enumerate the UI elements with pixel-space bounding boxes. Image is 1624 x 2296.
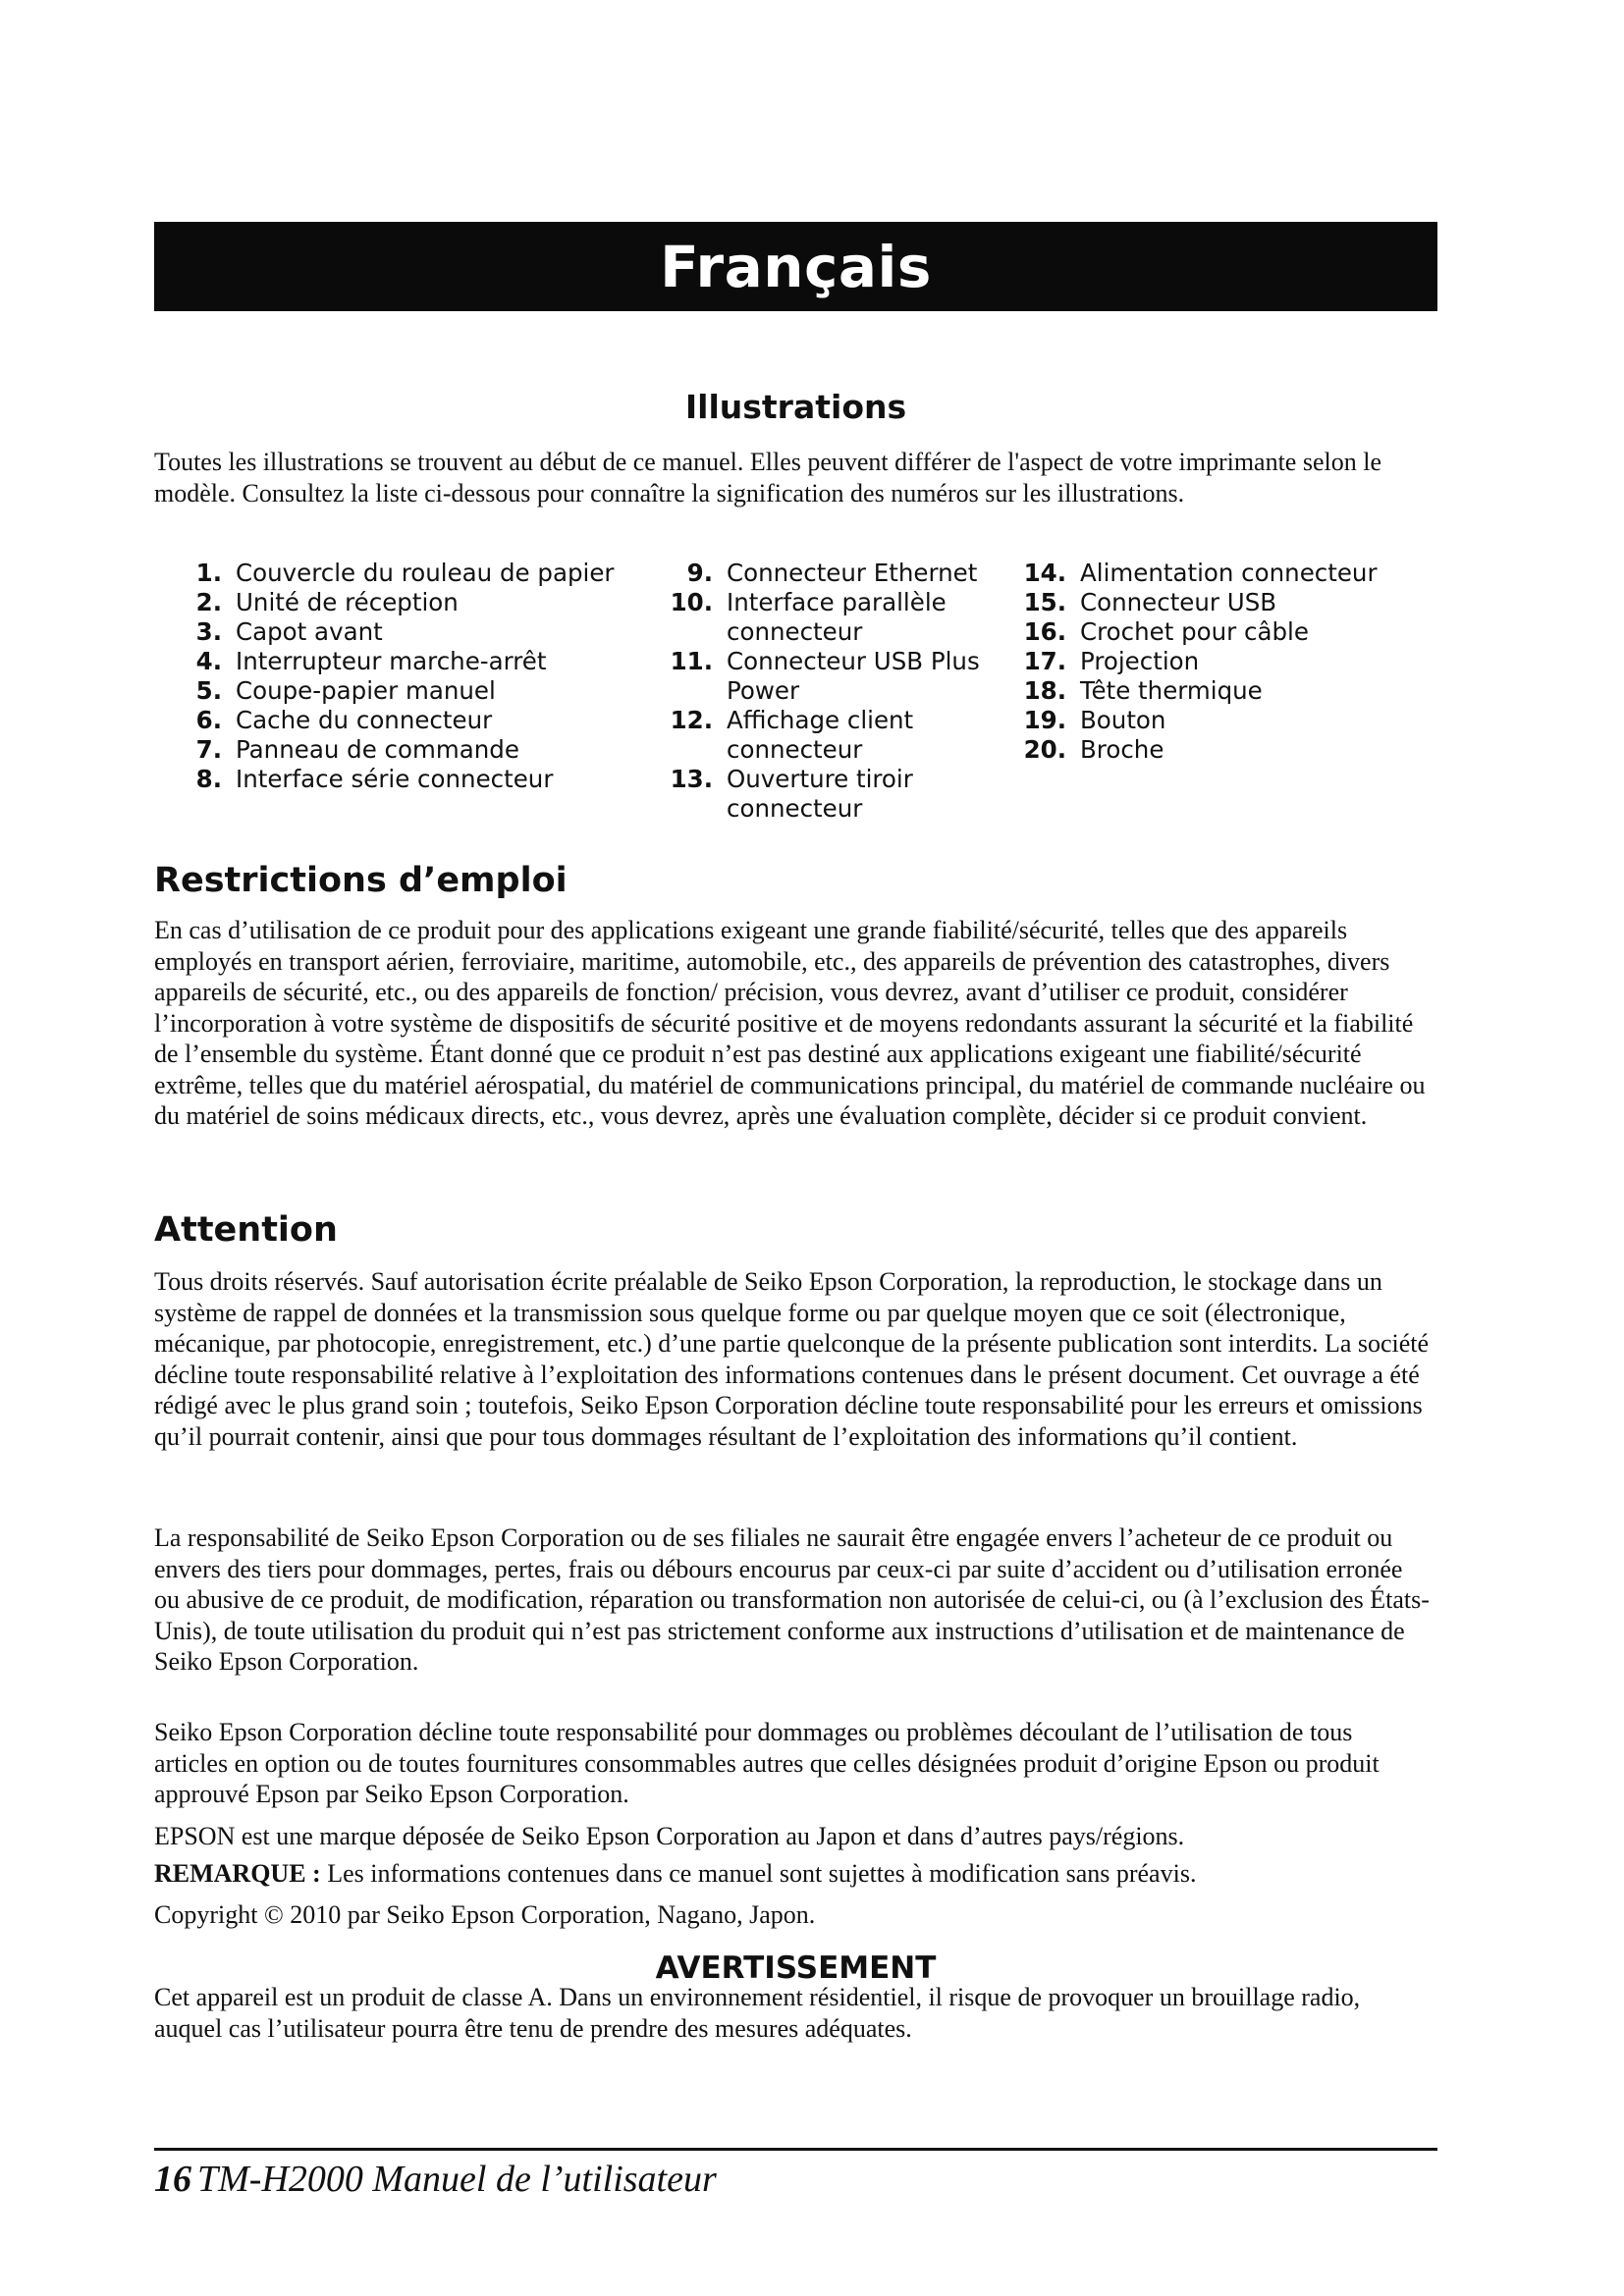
legend-number: 16. xyxy=(1023,617,1066,646)
legend-item xyxy=(658,706,992,765)
legend-item xyxy=(1011,559,1434,588)
legend-label: Cache du connecteur xyxy=(236,706,493,734)
legend-number: 13. xyxy=(670,765,713,793)
legend-item xyxy=(179,647,660,676)
legend-label: Connecteur USB Plus Power xyxy=(727,647,980,705)
legend-number: 1. xyxy=(195,559,222,587)
legend-number: 5. xyxy=(195,676,222,705)
page-footer xyxy=(154,2158,717,2201)
legend-label: Interface parallèle connecteur xyxy=(727,588,947,646)
legend-item xyxy=(179,676,660,706)
legend-label: Affichage client connecteur xyxy=(727,706,914,764)
warning-heading: AVERTISSEMENT xyxy=(655,1950,937,1986)
legend-number: 14. xyxy=(1023,559,1066,587)
attention-paragraph-1: Tous droits réservés. Sauf autorisation écrite préalable de Seiko Epson Corporation, la reproduction, le stockage dans un système de rappel de données et la transmission sous quelque forme ou par quelque moyen que ce soit (électronique, mécanique, par photocopie, enregistrement, etc.) d’une partie quelconque de la présente publication sont interdits. La société décline toute responsabilité relative à l’exploitation des informations contenues dans le présent document. Cet ouvrage a été rédigé avec le plus grand soin ; toutefois, Seiko Epson Corporation décline toute responsabilité pour les erreurs et omissions qu’il pourrait contenir, ainsi que pour tous dommages résultant de l’exploitation des informations qu’il contient. xyxy=(154,1267,1430,1451)
legend-number: 11. xyxy=(670,647,713,675)
legend-number: 7. xyxy=(195,735,222,764)
copyright-notice: Copyright © 2010 par Seiko Epson Corporation, Nagano, Japon. xyxy=(154,1900,816,1929)
page-number: 16 xyxy=(154,2159,191,2200)
legend-item xyxy=(179,706,660,735)
legend-item xyxy=(1011,647,1434,676)
language-banner xyxy=(154,222,1437,311)
attention-paragraph-3: Seiko Epson Corporation décline toute responsabilité pour dommages ou problèmes découlant de l’utilisation de tous articles en option ou de toutes fournitures consommables autres que celles désignées produit d’origine Epson ou produit approuvé Epson par Seiko Epson Corporation. xyxy=(154,1718,1380,1808)
legend-item xyxy=(1011,735,1434,765)
legend-number: 12. xyxy=(670,706,713,734)
legend-column-3 xyxy=(1011,559,1434,765)
attention-remark xyxy=(154,1858,1431,1890)
illustrations-heading: Illustrations xyxy=(684,388,907,426)
footer-title: TM-H2000 Manuel de l’utilisateur xyxy=(197,2159,717,2200)
illustrations-intro: Toutes les illustrations se trouvent au début de ce manuel. Elles peuvent différer de l'aspect de votre imprimante selon le modèle. Consultez la liste ci-dessous pour connaître la signification des numéros sur les illustrations. xyxy=(154,448,1381,507)
attention-heading: Attention xyxy=(154,1210,338,1250)
legend-item xyxy=(1011,706,1434,735)
footer-divider xyxy=(154,2148,1437,2151)
legend-label: Ouverture tiroir connecteur xyxy=(727,765,913,823)
legend-column-2 xyxy=(658,559,992,824)
legend-item xyxy=(1011,588,1434,617)
legend-label: Projection xyxy=(1080,647,1200,675)
warning-body: Cet appareil est un produit de classe A. Dans un environnement résidentiel, il risque de provoquer un brouillage radio, auquel cas l’utilisateur pourra être tenu de prendre des mesures adéquates. xyxy=(154,1983,1361,2043)
legend-item xyxy=(658,765,992,824)
legend-label: Crochet pour câble xyxy=(1080,617,1309,646)
remark-text: Les informations contenues dans ce manuel sont sujettes à modification sans préavis. xyxy=(320,1859,1197,1888)
legend-item xyxy=(658,588,992,647)
attention-trademark: EPSON est une marque déposée de Seiko Epson Corporation au Japon et dans d’autres pays/régions. xyxy=(154,1822,1185,1850)
legend-label: Connecteur Ethernet xyxy=(727,559,978,587)
legend-item xyxy=(179,559,660,588)
legend-label: Tête thermique xyxy=(1080,676,1263,705)
restrictions-body: En cas d’utilisation de ce produit pour des applications exigeant une grande fiabilité/sécurité, telles que des appareils employés en transport aérien, ferroviaire, maritime, automobile, etc., des appareils de prévention des catastrophes, divers appareils de sécurité, etc., ou des appareils de fonction/ précision, vous devrez, avant d’utiliser ce produit, considérer l’incorporation à votre système de dispositifs de sécurité positive et de moyens redondants assurant la sécurité et la fiabilité de l’ensemble du système. Étant donné que ce produit n’est pas destiné aux applications exigeant une fiabilité/sécurité extrême, telles que du matériel aérospatial, du matériel de communications principal, du matériel de commande nucléaire ou du matériel de soins médicaux directs, etc., vous devrez, après une évaluation complète, décider si ce produit convient. xyxy=(154,916,1426,1130)
legend-item xyxy=(1011,617,1434,647)
legend-label: Connecteur USB xyxy=(1080,588,1277,616)
legend-number: 8. xyxy=(195,765,222,793)
legend-number: 19. xyxy=(1023,706,1066,734)
legend-label: Broche xyxy=(1080,735,1164,764)
legend-label: Interface série connecteur xyxy=(236,765,554,793)
legend-number: 15. xyxy=(1023,588,1066,616)
restrictions-heading: Restrictions d’emploi xyxy=(154,861,568,900)
legend-label: Alimentation connecteur xyxy=(1080,559,1378,587)
legend-number: 18. xyxy=(1023,676,1066,705)
legend-number: 2. xyxy=(195,588,222,616)
legend-number: 6. xyxy=(195,706,222,734)
attention-paragraph-2: La responsabilité de Seiko Epson Corporation ou de ses filiales ne saurait être engagée envers l’acheteur de ce produit ou envers des tiers pour dommages, pertes, frais ou débours encourus par ceux-ci par suite d’accident ou d’utilisation erronée ou abusive de ce produit, de modification, réparation ou transformation non autorisée de celui-ci, ou (à l’exclusion des États-Unis), de toute utilisation du produit qui n’est pas strictement conforme aux instructions d’utilisation et de maintenance de Seiko Epson Corporation. xyxy=(154,1523,1430,1676)
legend-label: Unité de réception xyxy=(236,588,459,616)
legend-item xyxy=(179,588,660,617)
legend-column-1 xyxy=(179,559,660,794)
legend-number: 9. xyxy=(686,559,713,587)
legend-label: Panneau de commande xyxy=(236,735,519,764)
legend-label: Coupe-papier manuel xyxy=(236,676,496,705)
legend-item xyxy=(658,559,992,588)
remark-label: REMARQUE : xyxy=(154,1859,321,1888)
legend-label: Bouton xyxy=(1080,706,1166,734)
legend-item xyxy=(179,735,660,765)
legend-item xyxy=(658,647,992,706)
legend-label: Couvercle du rouleau de papier xyxy=(236,559,615,587)
legend-number: 17. xyxy=(1023,647,1066,675)
legend-item xyxy=(179,617,660,647)
legend-number: 10. xyxy=(670,588,713,616)
legend-number: 3. xyxy=(195,617,222,646)
banner-title: Français xyxy=(660,233,932,300)
legend-item xyxy=(179,765,660,794)
legend-number: 4. xyxy=(195,647,222,675)
legend-item xyxy=(1011,676,1434,706)
legend-label: Interrupteur marche-arrêt xyxy=(236,647,547,675)
legend-label: Capot avant xyxy=(236,617,383,646)
legend-number: 20. xyxy=(1023,735,1066,764)
